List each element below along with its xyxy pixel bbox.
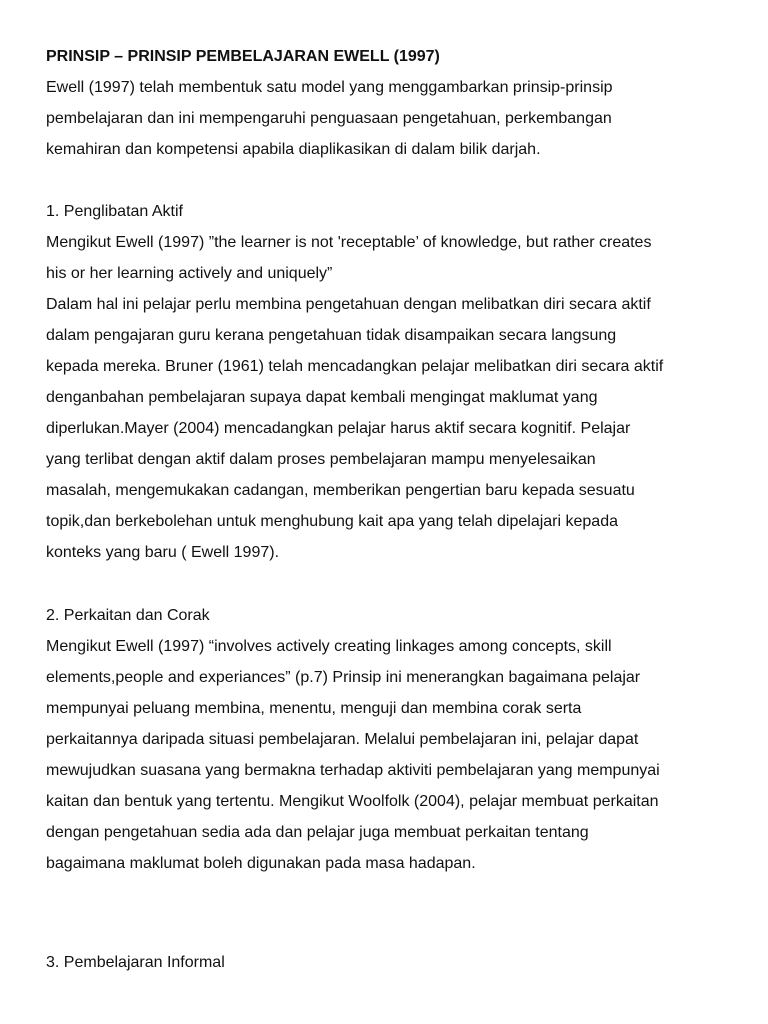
- section-2-heading: 2. Perkaitan dan Corak: [46, 607, 210, 624]
- document-title: PRINSIP – PRINSIP PEMBELAJARAN EWELL (1997): [46, 48, 440, 65]
- section-2-line: Mengikut Ewell (1997) “involves actively creating linkages among concepts, skill: [46, 638, 612, 655]
- section-1-line: masalah, mengemukakan cadangan, memberikan pengertian baru kepada sesuatu: [46, 482, 635, 499]
- section-1-line: yang terlibat dengan aktif dalam proses pembelajaran mampu menyelesaikan: [46, 451, 596, 468]
- section-2-line: dengan pengetahuan sedia ada dan pelajar juga membuat perkaitan tentang: [46, 824, 589, 841]
- section-1-line: Dalam hal ini pelajar perlu membina pengetahuan dengan melibatkan diri secara aktif: [46, 296, 651, 313]
- section-1-line: kepada mereka. Bruner (1961) telah mencadangkan pelajar melibatkan diri secara aktif: [46, 358, 664, 375]
- section-1-line: Mengikut Ewell (1997) ”the learner is not 'receptable’ of knowledge, but rather creates: [46, 234, 652, 251]
- section-2-line: kaitan dan bentuk yang tertentu. Mengikut Woolfolk (2004), pelajar membuat perkaitan: [46, 793, 659, 810]
- intro-line: kemahiran dan kompetensi apabila diaplikasikan di dalam bilik darjah.: [46, 141, 541, 158]
- intro-line: Ewell (1997) telah membentuk satu model yang menggambarkan prinsip-prinsip: [46, 79, 613, 96]
- section-1-line: konteks yang baru ( Ewell 1997).: [46, 544, 280, 561]
- intro-line: pembelajaran dan ini mempengaruhi penguasaan pengetahuan, perkembangan: [46, 110, 612, 127]
- section-2-line: mempunyai peluang membina, menentu, menguji dan membina corak serta: [46, 700, 582, 717]
- section-1-line: diperlukan.Mayer (2004) mencadangkan pelajar harus aktif secara kognitif. Pelajar: [46, 420, 631, 437]
- section-2-line: elements,people and experiances” (p.7) Prinsip ini menerangkan bagaimana pelajar: [46, 669, 641, 686]
- section-1-heading: 1. Penglibatan Aktif: [46, 203, 183, 220]
- section-3-heading: 3. Pembelajaran Informal: [46, 954, 225, 971]
- section-2-line: perkaitannya daripada situasi pembelajaran. Melalui pembelajaran ini, pelajar dapat: [46, 731, 639, 748]
- section-1-line: topik,dan berkebolehan untuk menghubung kait apa yang telah dipelajari kepada: [46, 513, 618, 530]
- section-1-line: denganbahan pembelajaran supaya dapat kembali mengingat maklumat yang: [46, 389, 598, 406]
- section-2-line: bagaimana maklumat boleh digunakan pada masa hadapan.: [46, 855, 476, 872]
- section-2-line: mewujudkan suasana yang bermakna terhadap aktiviti pembelajaran yang mempunyai: [46, 762, 660, 779]
- section-1-line: dalam pengajaran guru kerana pengetahuan tidak disampaikan secara langsung: [46, 327, 617, 344]
- section-1-line: his or her learning actively and uniquely”: [46, 265, 333, 282]
